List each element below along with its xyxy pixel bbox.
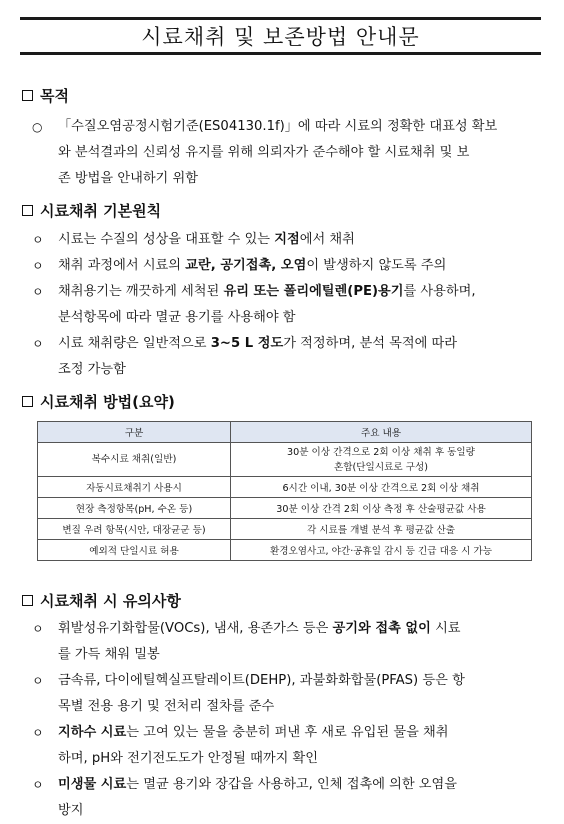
item-text: 분석항목에 따라 멸균 용기를 사용해야 함 — [58, 310, 296, 325]
item-text: 시료 채취량은 일반적으로 — [58, 336, 211, 351]
item-text: 를 사용하며, — [403, 284, 476, 299]
item-text: 하며, pH와 전기전도도가 안정될 때까지 확인 — [58, 751, 319, 766]
table-header-cell: 구분 — [38, 422, 231, 443]
item-bold: 지하수 시료 — [58, 725, 127, 740]
item-text: 휘발성유기화합물(VOCs), 냄새, 용존가스 등은 — [58, 621, 333, 636]
purpose-line: 「수질오염공정시험기준(ES04130.1f)」에 따라 시료의 정확한 대표성 확보 — [58, 119, 498, 134]
list-item — [22, 331, 542, 383]
item-text: 조정 가능함 — [58, 362, 126, 377]
square-bullet-icon — [22, 595, 33, 606]
method-summary-table — [37, 421, 532, 561]
section-principles — [22, 199, 542, 383]
item-text: 는 멸균 용기와 장갑을 사용하고, 인체 접촉에 의한 오염을 — [126, 777, 458, 792]
item-bold: 공기와 접촉 없이 — [332, 621, 431, 636]
cell-line: 혼합(단일시료로 구성) — [334, 461, 428, 473]
purpose-line: 와 분석결과의 신뢰성 유지를 위해 의뢰자가 준수해야 할 시료채취 및 보 — [58, 145, 470, 160]
table-cell: 자동시료채취기 사용시 — [38, 477, 231, 498]
table-cell: 복수시료 채취(일반) — [38, 443, 231, 477]
item-text: 가 적정하며, 분석 목적에 따라 — [283, 336, 458, 351]
item-bold: 미생물 시료 — [58, 777, 127, 792]
table-row — [38, 443, 532, 477]
section-heading — [22, 589, 542, 611]
document-title-box — [20, 17, 541, 55]
table-header-cell: 주요 내용 — [231, 422, 532, 443]
section-heading — [22, 84, 542, 106]
item-bold: 유리 또는 폴리에틸렌(PE)용기 — [223, 284, 404, 299]
section-heading — [22, 390, 542, 412]
item-text: 는 고여 있는 물을 충분히 퍼낸 후 새로 유입된 물을 채취 — [126, 725, 449, 740]
item-bold: 지점 — [274, 232, 300, 247]
list-item — [22, 668, 542, 720]
section-heading — [22, 199, 542, 221]
item-text: 금속류, 다이에틸헥실프탈레이트(DEHP), 과불화화합물(PFAS) 등은 항 — [58, 673, 465, 688]
heading-text: 목적 — [40, 86, 69, 105]
table-row — [38, 519, 532, 540]
item-text: 방지 — [58, 803, 84, 818]
item-bold: 교란, 공기접촉, 오염 — [185, 258, 307, 273]
section-purpose — [22, 84, 542, 192]
table-row — [38, 498, 532, 519]
table-cell: 변질 우려 항목(시안, 대장균군 등) — [38, 519, 231, 540]
heading-text: 시료채취 시 유의사항 — [40, 591, 181, 610]
bullet-marker: ㅇ — [32, 726, 44, 740]
table-cell: 예외적 단일시료 허용 — [38, 540, 231, 561]
item-text: 를 가득 채워 밀봉 — [58, 647, 160, 662]
table-cell — [231, 443, 532, 477]
item-text: 시료 — [430, 621, 461, 636]
list-item — [22, 720, 542, 772]
table-cell: 각 시료를 개별 분석 후 평균값 산출 — [231, 519, 532, 540]
table-cell: 환경오염사고, 야간·공휴일 감시 등 긴급 대응 시 가능 — [231, 540, 532, 561]
table-cell: 30분 이상 간격 2회 이상 측정 후 산술평균값 사용 — [231, 498, 532, 519]
item-text: 채취 과정에서 시료의 — [58, 258, 186, 273]
item-text: 목별 전용 용기 및 전처리 절차를 준수 — [58, 699, 275, 714]
item-text: 이 발생하지 않도록 주의 — [306, 258, 447, 273]
section-precautions — [22, 589, 542, 824]
list-item — [22, 616, 542, 668]
list-item — [22, 253, 542, 279]
item-text: 에서 채취 — [299, 232, 355, 247]
section-method — [22, 390, 542, 412]
purpose-paragraph — [22, 114, 542, 192]
table-row — [38, 540, 532, 561]
bullet-marker: ㅇ — [32, 233, 44, 247]
bullet-marker: ㅇ — [32, 778, 44, 792]
table-header-row — [38, 422, 532, 443]
purpose-line: 존 방법을 안내하기 위함 — [58, 171, 198, 186]
table-cell: 6시간 이내, 30분 이상 간격으로 2회 이상 채취 — [231, 477, 532, 498]
square-bullet-icon — [22, 205, 33, 216]
square-bullet-icon — [22, 90, 33, 101]
cell-line: 30분 이상 간격으로 2회 이상 채취 후 동일량 — [287, 446, 475, 458]
square-bullet-icon — [22, 396, 33, 407]
item-text: 시료는 수질의 성상을 대표할 수 있는 — [58, 232, 275, 247]
bullet-marker: ㅇ — [32, 337, 44, 351]
item-bold: 3~5 L 정도 — [210, 336, 284, 351]
bullet-marker: ㅇ — [32, 622, 44, 636]
list-item — [22, 279, 542, 331]
document-title: 시료채취 및 보존방법 안내문 — [141, 25, 420, 49]
bullet-marker: ㅇ — [32, 285, 44, 299]
list-item — [22, 227, 542, 253]
table-cell: 현장 측정항목(pH, 수온 등) — [38, 498, 231, 519]
list-item — [22, 772, 542, 824]
heading-text: 시료채취 기본원칙 — [40, 201, 162, 220]
bullet-marker: ㅇ — [32, 674, 44, 688]
heading-text: 시료채취 방법(요약) — [40, 392, 175, 411]
bullet-marker: ㅇ — [32, 259, 44, 273]
item-text: 채취용기는 깨끗하게 세척된 — [58, 284, 224, 299]
table-row — [38, 477, 532, 498]
bullet-marker: ○ — [32, 120, 43, 134]
